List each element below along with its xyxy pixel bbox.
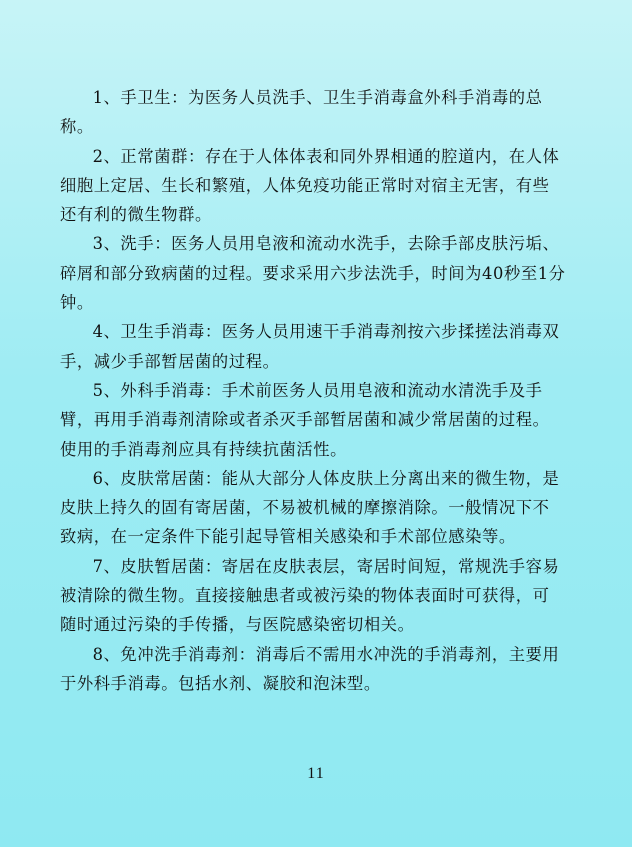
- paragraph-hygienic-hand-disinfection: 4、卫生手消毒：医务人员用速干手消毒剂按六步揉搓法消毒双手，减少手部暂居菌的过程。: [60, 322, 560, 371]
- paragraph-waterless-hand-disinfectant: 8、免冲洗手消毒剂：消毒后不需用水冲洗的手消毒剂，主要用于外科手消毒。包括水剂、凝胶和泡沫型。: [60, 644, 560, 693]
- paragraph-transient-skin-flora: 7、皮肤暂居菌：寄居在皮肤表层，寄居时间短，常规洗手容易被清除的微生物。直接接触患者或被污染的物体表面时可获得，可随时通过污染的手传播，与医院感染密切相关。: [60, 556, 560, 635]
- page-number: 11: [307, 765, 325, 782]
- paragraph-resident-skin-flora: 6、皮肤常居菌：能从大部分人体皮肤上分离出来的微生物，是皮肤上持久的固有寄居菌，不易被机械的摩擦消除。一般情况下不致病，在一定条件下能引起导管相关感染和手术部位感染等。: [60, 468, 560, 547]
- paragraph-normal-flora: 2、正常菌群：存在于人体体表和同外界相通的腔道内，在人体细胞上定居、生长和繁殖，人体免疫功能正常时对宿主无害，有些还有利的微生物群。: [60, 146, 560, 225]
- paragraph-handwashing: 3、洗手：医务人员用皂液和流动水洗手，去除手部皮肤污垢、碎屑和部分致病菌的过程。要求采用六步法洗手，时间为40秒至1分钟。: [60, 234, 566, 313]
- paragraph-hand-hygiene: 1、手卫生：为医务人员洗手、卫生手消毒盒外科手消毒的总称。: [60, 88, 543, 137]
- paragraph-surgical-hand-disinfection: 5、外科手消毒：手术前医务人员用皂液和流动水清洗手及手臂，再用手消毒剂清除或者杀灭手部暂居菌和减少常居菌的过程。使用的手消毒剂应具有持续抗菌活性。: [60, 380, 550, 459]
- document-body: [60, 83, 566, 698]
